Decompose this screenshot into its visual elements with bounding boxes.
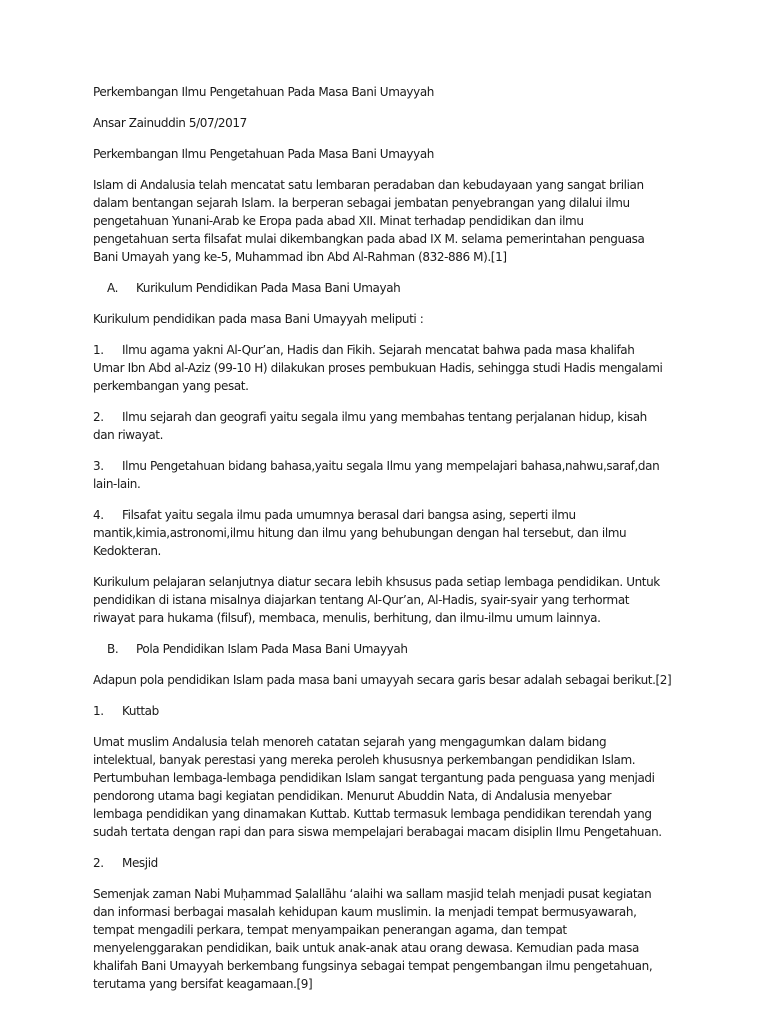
list-item-text: Ilmu agama yakni Al-Qur’an, Hadis dan Fikih. Sejarah mencatat bahwa pada masa khalifah Umar Ibn Abd al-Aziz (99-10 H) dilakukan proses pembukuan Hadis, sehingga studi Hadis mengalami perkembangan yang pesat. bbox=[93, 343, 663, 393]
list-item bbox=[93, 408, 693, 444]
section-a-heading bbox=[93, 279, 693, 297]
list-item-marker: 2. bbox=[93, 410, 104, 424]
section-b-lead: Adapun pola pendidikan Islam pada masa bani umayyah secara garis besar adalah sebagai berikut.[2] bbox=[93, 673, 672, 687]
section-a-marker: A. bbox=[107, 281, 119, 295]
subsection-title: Mesjid bbox=[122, 856, 158, 870]
list-item-text: Ilmu sejarah dan geografi yaitu segala ilmu yang membahas tentang perjalanan hidup, kisah dan riwayat. bbox=[93, 410, 647, 442]
subsection-marker: 1. bbox=[93, 704, 104, 718]
section-a-lead: Kurikulum pendidikan pada masa Bani Umayyah meliputi : bbox=[93, 312, 424, 326]
subsection-title: Kuttab bbox=[122, 704, 159, 718]
list-item-text: Ilmu Pengetahuan bidang bahasa,yaitu segala Ilmu yang mempelajari bahasa,nahwu,saraf,dan lain-lain. bbox=[93, 459, 660, 491]
list-item-marker: 4. bbox=[93, 508, 104, 522]
section-a-closing: Kurikulum pelajaran selanjutnya diatur secara lebih khsusus pada setiap lembaga pendidikan. Untuk pendidikan di istana misalnya diajarkan tentang Al-Qur’an, Al-Hadis, syair-syair yang terhormat riwayat para hukama (filsuf), membaca, menulis, berhitung, dan ilmu-ilmu umum lainnya. bbox=[93, 575, 660, 625]
subsection-marker: 2. bbox=[93, 856, 104, 870]
document-byline: Ansar Zainuddin 5/07/2017 bbox=[93, 116, 247, 130]
section-b-heading bbox=[93, 640, 693, 658]
list-item bbox=[93, 457, 693, 493]
list-item-marker: 3. bbox=[93, 459, 104, 473]
subsection-mesjid-text: Semenjak zaman Nabi Muḥammad Ṣalallāhu ‘alaihi wa sallam masjid telah menjadi pusat kegiatan dan informasi berbagai masalah kehidupan kaum muslimin. Ia menjadi tempat bermusyawarah, tempat mengadili perkara, tempat menyampaikan penerangan agama, dan tempat menyelenggarakan pendidikan, baik untuk anak-anak atau orang dewasa. Kemudian pada masa khalifah Bani Umayyah berkembang fungsinya sebagai tempat pengembangan ilmu pengetahuan, terutama yang bersifat keagamaan.[9] bbox=[93, 887, 653, 991]
document-title: Perkembangan Ilmu Pengetahuan Pada Masa Bani Umayyah bbox=[93, 85, 434, 99]
section-b-title: Pola Pendidikan Islam Pada Masa Bani Umayyah bbox=[136, 642, 408, 656]
document-title-repeat: Perkembangan Ilmu Pengetahuan Pada Masa Bani Umayyah bbox=[93, 147, 434, 161]
intro-paragraph: Islam di Andalusia telah mencatat satu lembaran peradaban dan kebudayaan yang sangat brilian dalam bentangan sejarah Islam. Ia berperan sebagai jembatan penyebrangan yang dilalui ilmu pengetahuan Yunani-Arab ke Eropa pada abad XII. Minat terhadap pendidikan dan ilmu pengetahuan serta filsafat mulai dikembangkan pada abad IX M. selama pemerintahan penguasa Bani Umayah yang ke-5, Muhammad ibn Abd Al-Rahman (832-886 M).[1] bbox=[93, 178, 645, 264]
section-a-title: Kurikulum Pendidikan Pada Masa Bani Umayah bbox=[136, 281, 401, 295]
section-b-marker: B. bbox=[107, 642, 119, 656]
list-item-text: Filsafat yaitu segala ilmu pada umumnya berasal dari bangsa asing, seperti ilmu mantik,kimia,astronomi,ilmu hitung dan ilmu yang behubungan dengan hal tersebut, dan ilmu Kedokteran. bbox=[93, 508, 627, 558]
list-item bbox=[93, 341, 693, 395]
subsection-mesjid-heading bbox=[93, 854, 693, 872]
subsection-kuttab-heading bbox=[93, 702, 693, 720]
subsection-kuttab-text: Umat muslim Andalusia telah menoreh catatan sejarah yang mengagumkan dalam bidang intelektual, banyak perestasi yang mereka peroleh khususnya perkembangan pendidikan Islam. Pertumbuhan lembaga-lembaga pendidikan Islam sangat tergantung pada penguasa yang menjadi pendorong utama bagi kegiatan pendidikan. Menurut Abuddin Nata, di Andalusia menyebar lembaga pendidikan yang dinamakan Kuttab. Kuttab termasuk lembaga pendidikan terendah yang sudah tertata dengan rapi dan para siswa mempelajari berabagai macam disiplin Ilmu Pengetahuan. bbox=[93, 735, 662, 839]
list-item bbox=[93, 506, 693, 560]
document-page bbox=[93, 83, 693, 1006]
list-item-marker: 1. bbox=[93, 343, 104, 357]
